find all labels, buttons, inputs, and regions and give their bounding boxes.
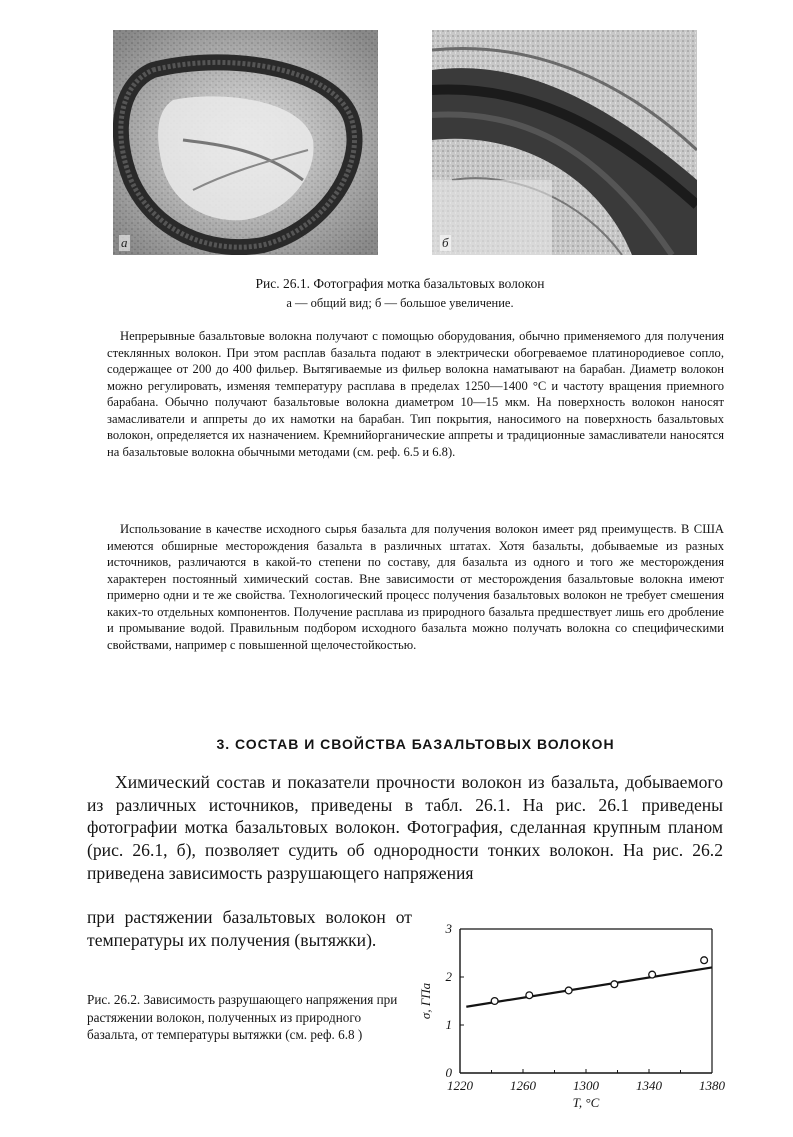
section-heading: 3. СОСТАВ И СВОЙСТВА БАЗАЛЬТОВЫХ ВОЛОКОН: [216, 736, 615, 752]
x-tick-label: 1340: [636, 1078, 662, 1093]
y-axis-label: σ, ГПа: [418, 982, 433, 1020]
paragraph-text: при растяжении базальтовых волокон от температуры их получения (вытяжки).: [87, 907, 412, 950]
trend-line: [466, 967, 712, 1006]
paragraph-text: Химический состав и показатели прочности волокон из базальта, добываемого из различных источников, приведены в табл. 26.1. На рис. 26.1 приведены фотографии мотка базальтовых волокон. Фотография, сделанная крупным планом (рис. 26.1, б), позволяет судить об однородности тонких волокон. На рис. 26.2 приведена зависимость разрушающего напряжения: [87, 772, 723, 883]
x-axis-label: T, °C: [572, 1095, 600, 1110]
paragraph-text: Непрерывные базальтовые волокна получают с помощью оборудования, обычно применяемого для получения стеклянных волокон. При этом расплав базальта подают в электрически обогреваемое платинородиевое сопло, содержащее от 200 до 400 фильер. Вытягиваемые из фильер волокна наматывают на барабан. Диаметр волокон можно регулировать, изменяя температуру расплава в пределах 1250—1400 °С и частоту вращения приемного барабана. Обычно получают базальтовые волокна диаметром 10—15 мкм. На поверхность волокон наносят замасливатели и аппреты до их намотки на барабан. Тип покрытия, наносимого на поверхность базальтовых волокон, определяется их назначением. Кремнийорганические аппреты и традиционные замасливатели наносятся на базальтовые волокна обычными методами (см. реф. 6.5 и 6.8).: [107, 329, 724, 459]
photo-fiber-skein-closeup: [432, 30, 697, 255]
x-tick-label: 1380: [699, 1078, 725, 1093]
y-tick-label: 1: [445, 1017, 452, 1032]
paragraph-composition-wide: [87, 771, 723, 885]
data-point: [649, 971, 656, 978]
paragraph-basalt-advantages: [107, 521, 724, 653]
data-point: [565, 987, 572, 994]
data-point: [491, 998, 498, 1005]
figure-1-caption-title: Рис. 26.1. Фотография мотка базальтовых волокон: [255, 276, 545, 291]
paragraph-fiber-production: [107, 328, 724, 460]
data-point: [526, 992, 533, 999]
data-point: [701, 957, 708, 964]
figure-2-caption: Рис. 26.2. Зависимость разрушающего напряжения при растяжении волокон, полученных из природного базальта, от температуры вытяжки (см. реф. 6.8 ): [87, 992, 398, 1042]
photo-fiber-skein-overview: [113, 30, 378, 255]
figure-2-chart: [412, 915, 732, 1110]
x-tick-label: 1300: [573, 1078, 599, 1093]
strength-vs-temperature-chart: [412, 915, 732, 1110]
y-tick-label: 0: [445, 1065, 452, 1080]
figure-1-caption-subtitle: а — общий вид; б — большое увеличение.: [286, 296, 514, 310]
y-tick-label: 2: [445, 969, 452, 984]
paragraph-composition-narrow: [87, 906, 412, 951]
x-tick-label: 1260: [510, 1078, 536, 1093]
y-tick-label: 3: [445, 921, 452, 936]
fiber-skein-closeup-image: [432, 30, 697, 255]
fiber-skein-overview-image: [113, 30, 378, 255]
photo-a-label: а: [121, 235, 128, 250]
data-point: [611, 981, 618, 988]
x-tick-label: 1220: [447, 1078, 473, 1093]
paragraph-text: Использование в качестве исходного сырья базальта для получения волокон имеет ряд преимуществ. В США имеются обширные месторождения базальта в различных штатах. Хотя базальты, добываемые из разных источников, различаются в какой-то степени по составу, для базальта из одного и того же месторождения характерен постоянный химический состав. Вне зависимости от месторождения базальтовые волокна имеют примерно одни и те же свойства. Технологический процесс получения базальтовых волокон не требует смешения каких-то отдельных компонентов. Получение расплава из природного базальта предшествует лишь его дробление и промывание водой. Правильным подбором исходного базальта можно получать волокна со специфическими свойствами, например с повышенной щелочестойкостью.: [107, 522, 724, 652]
photo-b-label: б: [442, 235, 449, 250]
